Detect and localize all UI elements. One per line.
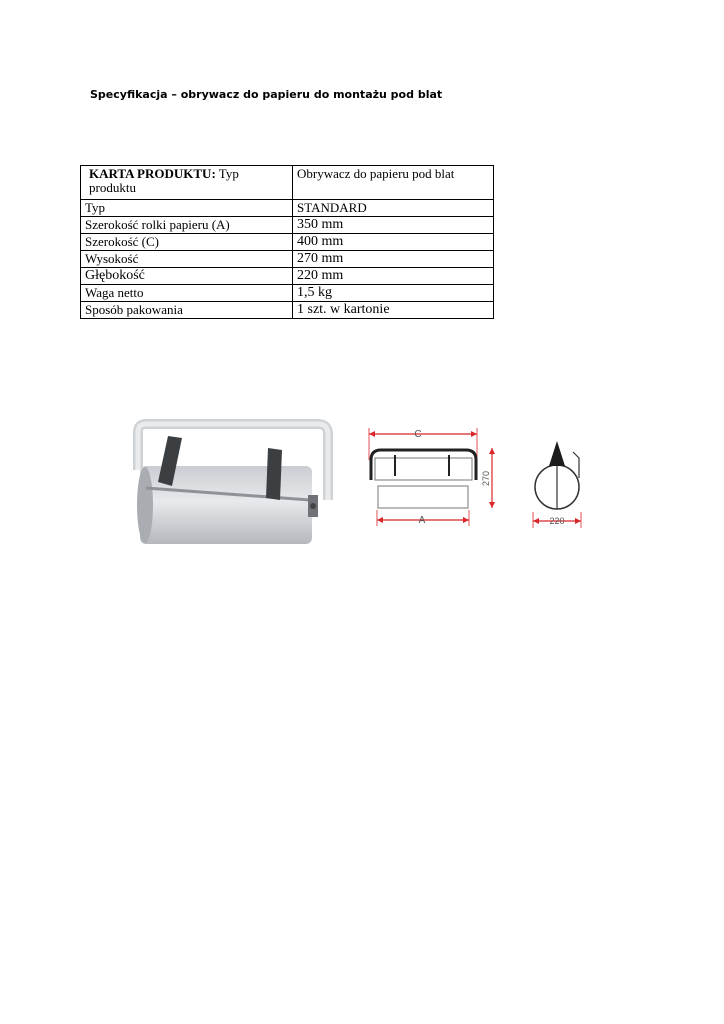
row-key: Szerokość (C) — [81, 234, 293, 251]
product-photo — [137, 424, 328, 544]
document-title: Specyfikacja – obrywacz do papieru do montażu pod blat — [90, 88, 443, 101]
row-value: STANDARD — [293, 200, 494, 217]
dim-label-c: C — [414, 429, 422, 440]
row-key: Głębokość — [81, 268, 293, 285]
front-dimension-drawing — [369, 428, 495, 526]
side-dimension-drawing — [533, 441, 581, 528]
header-key-bold: KARTA PRODUKTU: — [89, 166, 216, 181]
row-value: 400 mm — [293, 234, 494, 251]
dim-label-a: A — [418, 515, 426, 526]
row-key: Waga netto — [81, 285, 293, 302]
dim-label-height: 270 — [481, 470, 491, 486]
row-key: Sposób pakowania — [81, 302, 293, 319]
row-value: 1 szt. w kartonie — [293, 302, 494, 319]
row-key: Szerokość rolki papieru (A) — [81, 217, 293, 234]
row-key: Typ — [81, 200, 293, 217]
row-value: 270 mm — [293, 251, 494, 268]
row-value: 1,5 kg — [293, 285, 494, 302]
dim-label-depth: 220 — [549, 516, 565, 526]
row-value: 220 mm — [293, 268, 494, 285]
row-key: Wysokość — [81, 251, 293, 268]
row-value: 350 mm — [293, 217, 494, 234]
header-value-cell: Obrywacz do papieru pod blat — [293, 166, 494, 200]
header-key-rest: Typ produktu — [89, 166, 239, 195]
